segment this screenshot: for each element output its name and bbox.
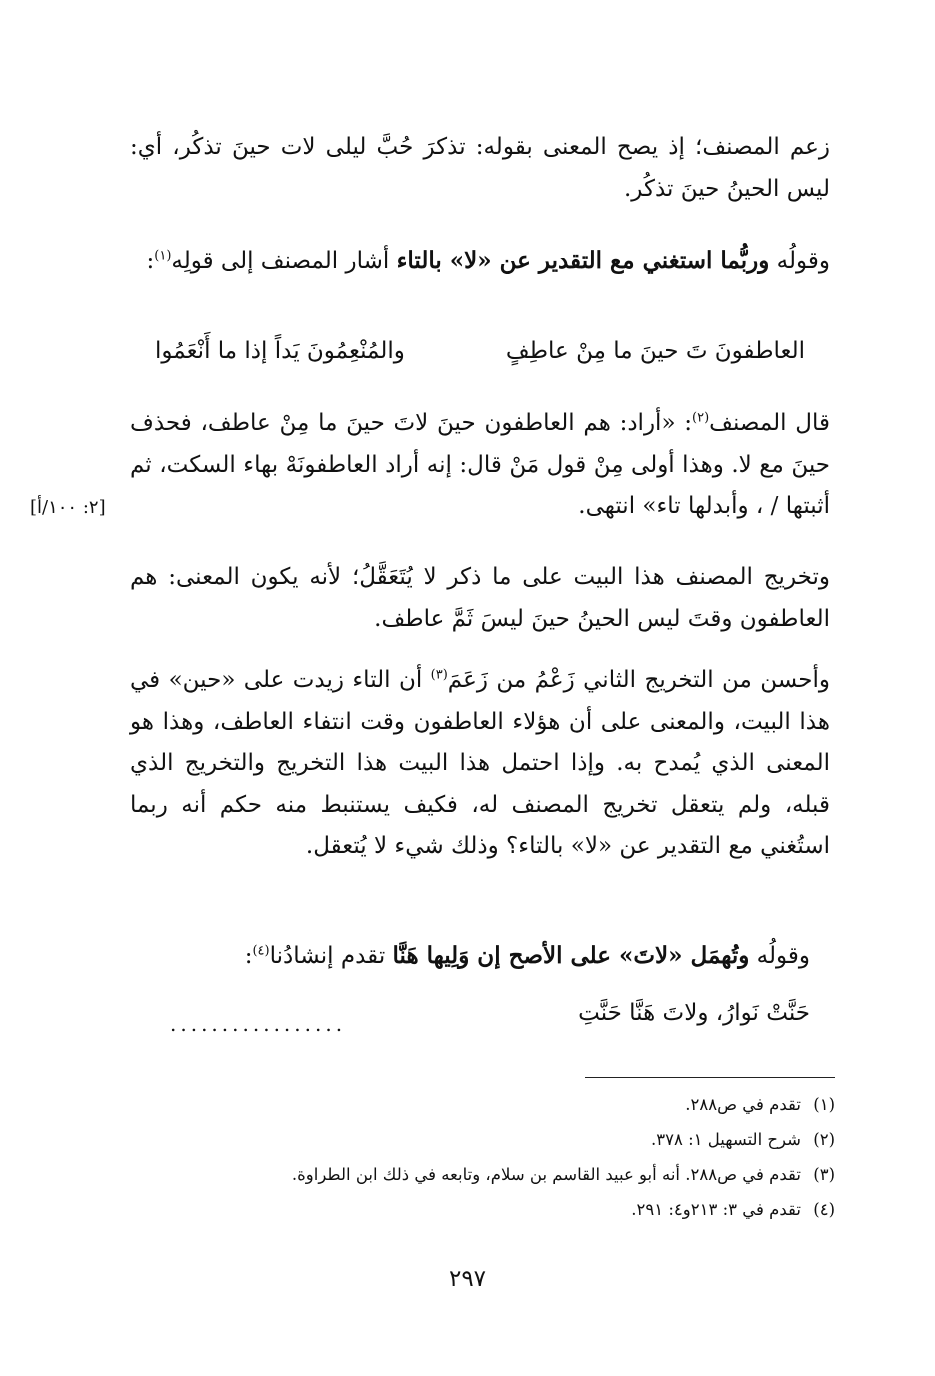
footnote-separator [585, 1077, 835, 1078]
footnote-text: تقدم في ص٢٨٨. أنه أبو عبيد القاسم بن سلام، وتابعه في ذلك ابن الطراوة. [291, 1165, 801, 1184]
verse-1 [155, 338, 805, 382]
paragraph-2 [130, 240, 830, 283]
paragraph-3-start: قال المصنف [709, 410, 830, 436]
paragraph-5-start: وأحسن من التخريج الثاني زَعْمُ من زَعَمَ [447, 667, 830, 693]
paragraph-6-start: وقولُه [749, 943, 810, 969]
paragraph-6-end: تقدم إنشادُنا [269, 943, 393, 969]
footnote-item [200, 1090, 835, 1125]
verse-2-first-hemistich: حَنَّتْ نَوارُ، ولاتَ هَنَّا حَنَّتِ [578, 1000, 810, 1026]
footnote-ref-2[interactable]: (٢) [692, 410, 710, 426]
footnote-ref-3[interactable]: (٣) [430, 667, 448, 683]
footnote-number: (١) [813, 1095, 835, 1114]
margin-manuscript-reference: [٢: ١٠٠/أ] [30, 497, 106, 518]
paragraph-5 [130, 660, 830, 868]
footnote-text: تقدم في ٣: ٢١٣و٤: ٢٩١. [631, 1200, 801, 1219]
paragraph-5-end: أن التاء زيدت على «حين» في هذا البيت، والمعنى على أن هؤلاء العاطفون وقت انتفاء العاطف، وهذا هو المعنى الذي يُمدح به. وإذا احتمل هذا البيت هذا التخريج والتخريج الذي قبله، ولم يتعقل تخريج المصنف له، فكيف يستنبط منه حكم أنه ربما استُغني مع التقدير عن «لا» بالتاء؟ وذلك شيء لا يُتعقل. [130, 667, 830, 859]
footnote-ref-1[interactable]: (١) [154, 248, 172, 264]
verse-2 [170, 1000, 810, 1044]
footnote-text: شرح التسهيل ١: ٣٧٨. [651, 1130, 801, 1149]
footnote-item [200, 1195, 835, 1230]
footnote-number: (٢) [813, 1130, 835, 1149]
footnote-ref-4[interactable]: (٤) [252, 943, 270, 959]
footnotes [200, 1090, 835, 1230]
paragraph-1 [130, 127, 830, 210]
paragraph-2-tail: : [146, 248, 155, 274]
verse-2-omission-dots: ................. [170, 1012, 347, 1036]
paragraph-6 [150, 935, 810, 978]
footnote-number: (٤) [813, 1200, 835, 1219]
paragraph-4-text: وتخريج المصنف هذا البيت على ما ذكر لا يُتَعَقَّلُ؛ لأنه يكون المعنى: هم العاطفون وقتَ ليس الحينُ حينَ ليسَ ثَمَّ عاطف. [130, 564, 830, 632]
footnote-item [200, 1160, 835, 1195]
verse-1-first-hemistich: العاطفونَ تَ حينَ ما مِنْ عاطِفٍ [505, 338, 805, 364]
paragraph-1-text: زعم المصنف؛ إذ يصح المعنى بقوله: تذكرَ حُبَّ ليلى لات حينَ تذكُر، أي: ليس الحينُ حينَ تذكُر. [130, 134, 830, 202]
paragraph-2-quote: وربُّما استغني مع التقدير عن «لا» بالتاء [396, 247, 770, 274]
footnote-text: تقدم في ص٢٨٨. [685, 1095, 801, 1114]
paragraph-6-tail: : [244, 943, 253, 969]
page-number: ٢٩٧ [448, 1266, 487, 1292]
paragraph-3-end: : «أراد: هم العاطفون حينَ لاتَ حينَ ما مِنْ عاطف، فحذف حينَ مع لا. وهذا أولى مِنْ قول مَنْ قال: إنه أراد العاطفونَهْ بهاء السكت، ثم أثبتها / ، وأبدلها تاء» انتهى. [130, 410, 830, 519]
paragraph-4 [130, 557, 830, 640]
paragraph-2-start: وقولُه [769, 248, 830, 274]
paragraph-2-end: أشار المصنف إلى قولِه [171, 248, 397, 274]
paragraph-6-quote: وتُهمَل «لاتَ» على الأصح إن وَلِيها هَنَّا [392, 942, 750, 969]
footnote-item [200, 1125, 835, 1160]
paragraph-3 [130, 403, 830, 528]
verse-1-second-hemistich: والمُنْعِمُونَ يَداً إذا ما أَنْعَمُوا [155, 338, 405, 364]
footnote-number: (٣) [813, 1165, 835, 1184]
